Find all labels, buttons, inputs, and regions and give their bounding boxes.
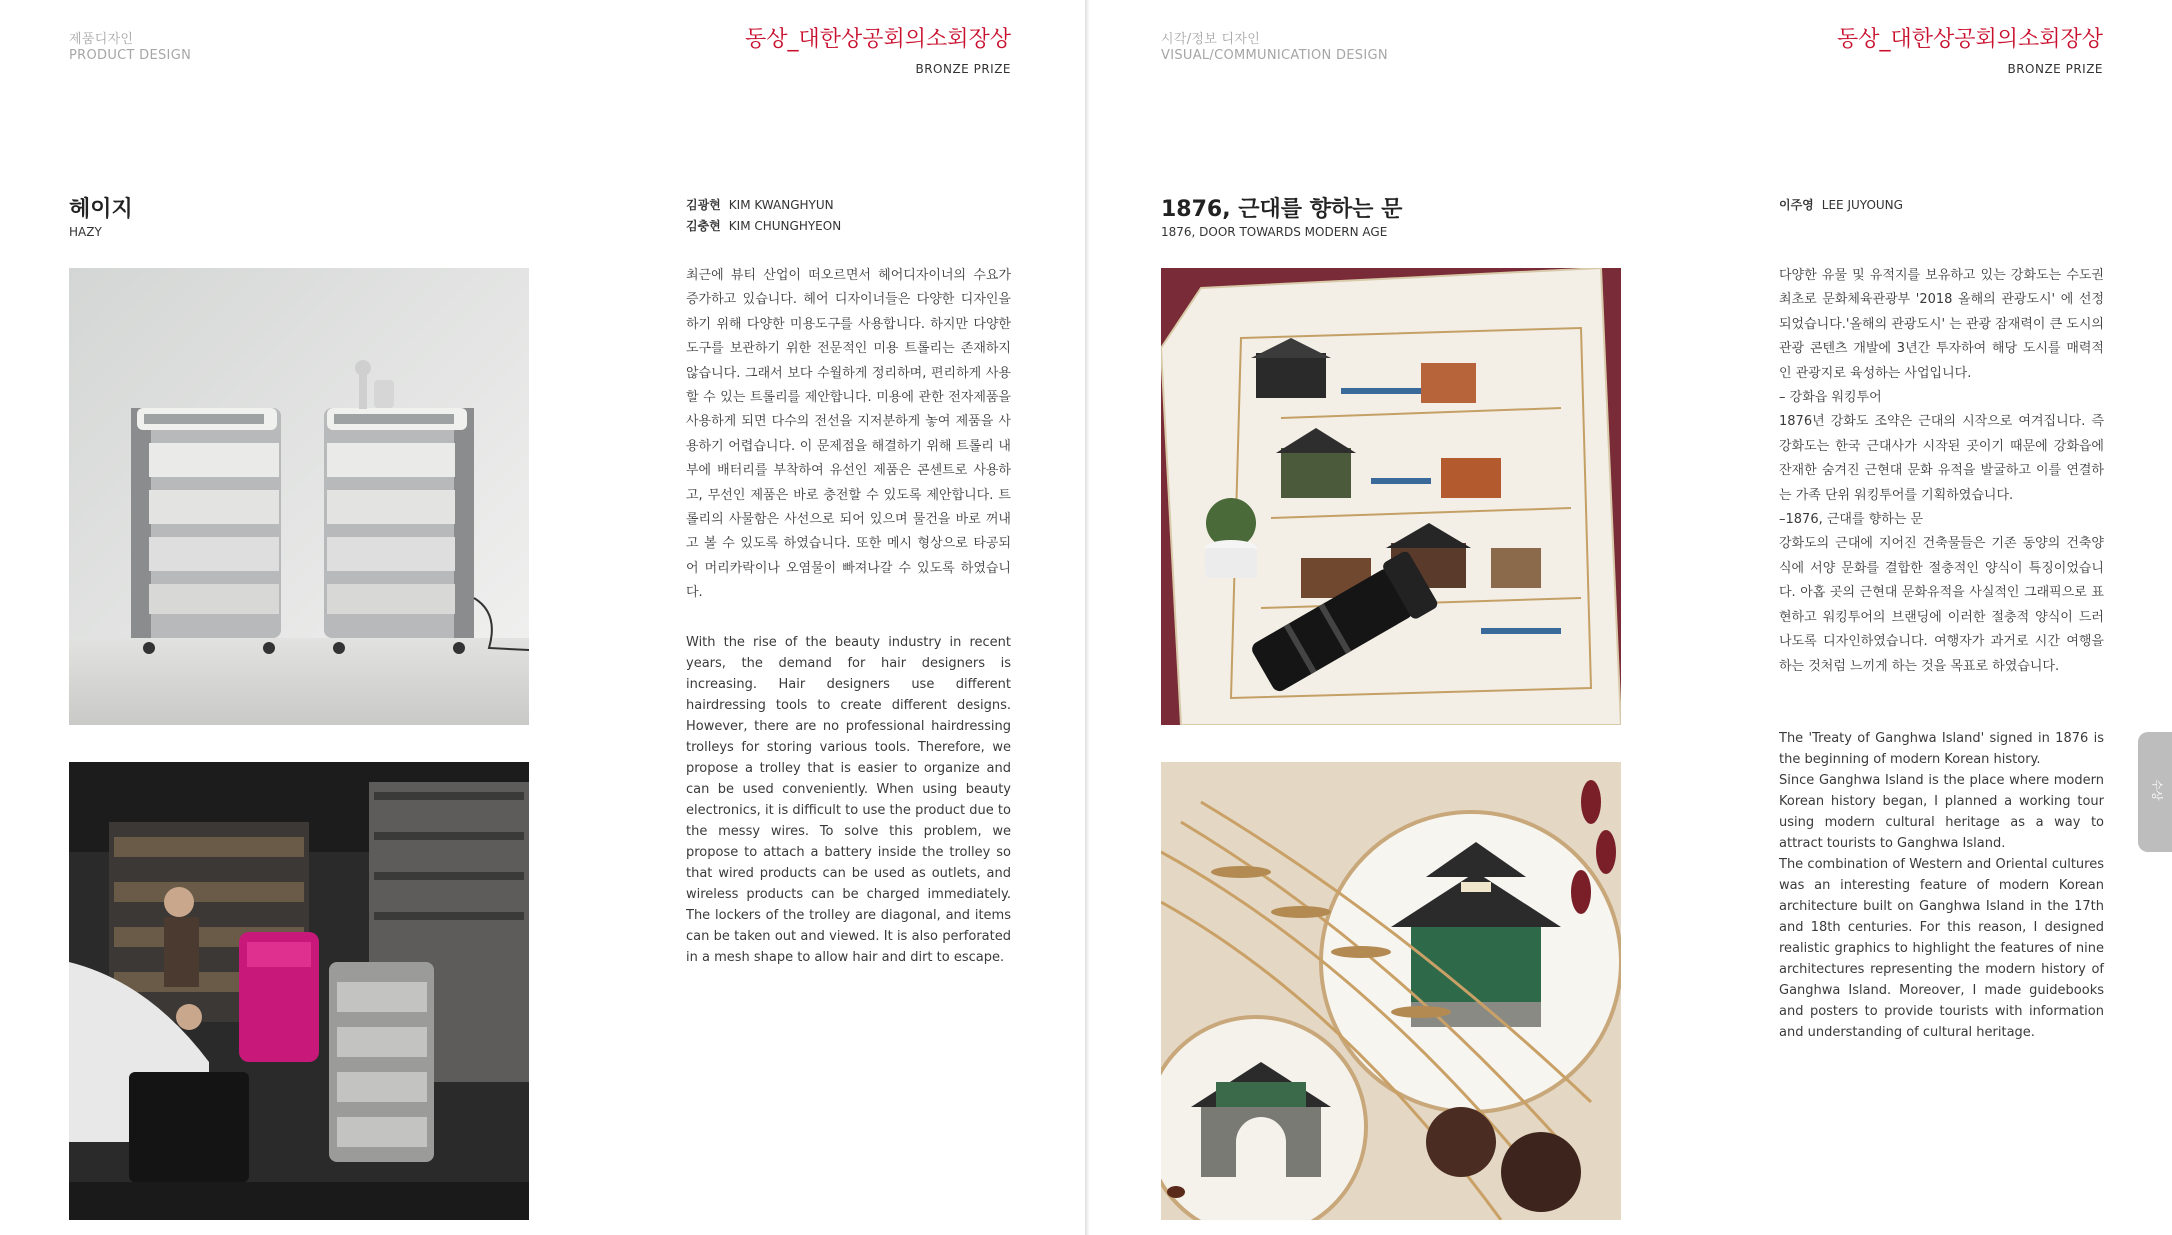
designer-name-ko: 이주영: [1779, 198, 1814, 212]
description-ko: 최근에 뷰티 산업이 떠오르면서 헤어디자이너의 수요가 증가하고 있습니다. 헤어 디자이너들은 다양한 디자인을 하기 위해 다양한 미용도구를 사용합니다. 하지만 다양한 도구를 보관하기 위한 전문적인 미용 트롤리는 존재하지 않습니다. 그래서 보다 수월하게 정리하며, 편리하게 사용할 수 있는 트롤리를 제안합니다. 미용에 관한 전자제품을 사용하게 되면 다수의 전선을 지저분하게 놓여 제품을 사용하기 어렵습니다. 이 문제점을 해결하기 위해 트롤리 내부에 배터리를 부착하여 유선인 제품은 콘센트로 사용하고, 무선인 제품은 바로 충전할 수 있도록 제안합니다. 트롤리의 사물함은 사선으로 되어 있으며 물건을 바로 꺼내고 볼 수 있도록 하였습니다. 또한 메시 형상으로 타공되어 머리카락이나 오염물이 빠져나갈 수 있도록 하였습니다.: [686, 268, 1011, 601]
description-ko-paragraph: 1876년 강화도 조약은 근대의 시작으로 여겨집니다. 즉 강화도는 한국 근대사가 시작된 곳이기 때문에 강화읍에 잔재한 숨겨진 근현대 문화 유적을 발굴하고 이를 연결하는 가족 단위 워킹투어를 기획하였습니다.: [1779, 414, 2104, 503]
award-title-en: BRONZE PRIZE: [2007, 62, 2103, 76]
category-en: PRODUCT DESIGN: [69, 48, 192, 63]
trolley-product-photo: [69, 268, 529, 725]
project-title-ko: 1876, 근대를 향하는 문: [1161, 197, 1403, 222]
right-page: [1089, 0, 2172, 1235]
description-en: [1779, 728, 2104, 1043]
description-en-paragraph: The 'Treaty of Ganghwa Island' signed in 1876 is the beginning of modern Korean history.: [1779, 731, 2104, 767]
designer-name-en: LEE JUYOUNG: [1821, 198, 1903, 212]
description-ko-paragraph: 강화도의 근대에 지어진 건축물들은 기존 동양의 건축양식에 서양 문화를 결합한 절충적인 양식이 특징이었습니다. 아홉 곳의 근현대 문화유적을 사실적인 그래픽으로 표현하고 워킹투어의 브랜딩에 이러한 절충적 양식이 드러나도록 디자인하였습니다. 여행자가 과거로 시간 여행을 하는 것처럼 느끼게 하는 것을 목표로 하였습니다.: [1779, 536, 2104, 674]
award-title-ko: 동상_대한상공회의소회장상: [744, 27, 1011, 52]
side-tab-label: 수상: [2150, 779, 2164, 801]
category-en: VISUAL/COMMUNICATION DESIGN: [1161, 48, 1388, 63]
architecture-graphics-photo: [1161, 762, 1621, 1220]
project-title-ko: 헤이지: [69, 197, 133, 222]
designer-name-ko: 김충현: [686, 219, 721, 233]
section-side-tab[interactable]: [2138, 732, 2172, 852]
designer-1: [1779, 196, 1903, 213]
designer-2: [686, 217, 841, 234]
award-title-ko: 동상_대한상공회의소회장상: [1836, 27, 2103, 52]
category-ko: 시각/정보 디자인: [1161, 32, 1261, 47]
description-ko: [1779, 264, 2104, 679]
barbershop-scene-photo: [69, 762, 529, 1220]
designer-name-en: KIM CHUNGHYEON: [728, 219, 842, 233]
description-en: With the rise of the beauty industry in recent years, the demand for hair designers is increasing. Hair designers use different hairdressing tools to create different designs. However, there are no professional hairdressing trolleys for storing various tools. Therefore, we propose a trolley that is easier to organize and can be used conveniently. When using beauty electronics, it is difficult to use the product due to the messy wires. To solve this problem, we propose to attach a battery inside the trolley so that wired products can be used as outlets, and wireless products can be charged immediately. The lockers of the trolley are diagonal, and items can be taken out and viewed. It is also perforated in a mesh shape to allow hair and dirt to escape.: [686, 635, 1011, 965]
project-title-en: HAZY: [69, 225, 102, 239]
designer-name-ko: 김광현: [686, 198, 721, 212]
description-ko-paragraph: 다양한 유물 및 유적지를 보유하고 있는 강화도는 수도권 최초로 문화체육관광부 '2018 올해의 관광도시' 에 선정되었습니다.'올해의 관광도시' 는 관광 잠재력이 큰 도시의 관광 콘텐츠 개발에 3년간 투자하여 해당 도시를 매력적인 관광지로 육성하는 사업입니다.: [1779, 268, 2104, 381]
description-en-paragraph: The combination of Western and Oriental cultures was an interesting feature of modern Korean architecture built on Ganghwa Island in the 17th and 18th centuries. For this reason, I designed realistic graphics to highlight the features of nine architectures representing the modern history of Ganghwa Island. Moreover, I made guidebooks and posters to provide tourists with information and understanding of cultural heritage.: [1779, 857, 2104, 1040]
designer-name-en: KIM KWANGHYUN: [728, 198, 834, 212]
award-title-en: BRONZE PRIZE: [915, 62, 1011, 76]
category-ko: 제품디자인: [69, 32, 134, 47]
designer-1: [686, 196, 834, 213]
description-ko-heading: –1876, 근대를 향하는 문: [1779, 512, 1924, 528]
description-en-paragraph: Since Ganghwa Island is the place where modern Korean history began, I planned a working tour using modern cultural heritage as a way to attract tourists to Ganghwa Island.: [1779, 773, 2104, 851]
description-ko-heading: – 강화읍 워킹투어: [1779, 390, 1882, 406]
walking-tour-poster-photo: [1161, 268, 1621, 725]
project-title-en: 1876, DOOR TOWARDS MODERN AGE: [1161, 225, 1388, 239]
